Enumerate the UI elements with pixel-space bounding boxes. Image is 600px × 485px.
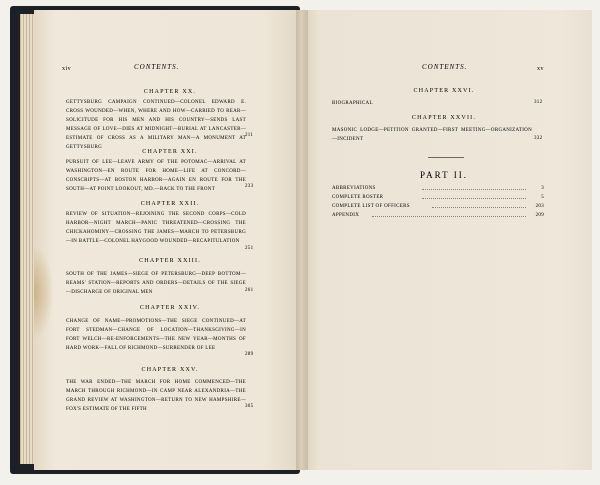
- chapter-summary: CHANGE OF NAME—PROMOTIONS—THE SIEGE CONTINUED—AT FORT STEDMAN—CHANGE OF LOCATION—THANKSGIVING—IN FORT WELCH—RE-ENFORCEMENTS—THE NEW YEAR—MONTHS OF HARD WORK—FALL OF RICHMOND—SURRENDER OF LEE: [66, 319, 246, 352]
- chapter-heading: CHAPTER XXVII.: [411, 115, 477, 121]
- list-item-page: 209: [535, 213, 544, 218]
- chapter-page-number: 332: [534, 136, 543, 141]
- chapter-heading: CHAPTER XX.: [143, 89, 197, 95]
- leader-dots: [422, 189, 526, 190]
- chapter-summary: GETTYSBURG CAMPAIGN CONTINUED—COLONEL EDWARD E. CROSS WOUNDED—WHEN, WHERE AND HOW—CARRIED TO REAR—SOLICITUDE FOR HIS MEN AND HIS COUNTRY—SENDS LAST MESSAGE OF LOVE—DIES AT MIDNIGHT—BURIAL AT LANCASTER—ESTIMATE OF CROSS AS A MILITARY MAN—A MONUMENT AT GETTYSBURG: [66, 100, 246, 151]
- chapter-summary: REVIEW OF SITUATION—REJOINING THE SECOND CORPS—COLD HARBOR—NIGHT MARCH—PANIC THREATENED—CROSSING THE CHICKAHOMINY—CROSSING THE JAMES—MARCH TO PETERSBURG—IN BATTLE—COLONEL HAYGOOD WOUNDED—RECAPITULATION: [66, 212, 246, 245]
- list-item-label: APPENDIX: [332, 213, 360, 218]
- chapter-page-number: 251: [245, 246, 254, 251]
- left-page-number: xiv: [62, 66, 72, 72]
- chapter-page-number: 305: [245, 404, 254, 409]
- chapter-summary: PURSUIT OF LEE—LEAVE ARMY OF THE POTOMAC—ARRIVAL AT WASHINGTON—EN ROUTE FOR HOME—LIFE AT CONCORD—CONSCRIPTS—AT BOSTON HARBOR—AGAIN EN ROUTE FOR THE SOUTH—AT POINT LOOKOUT, MD.—BACK TO THE FRONT: [66, 160, 246, 193]
- list-item-page: 203: [535, 204, 544, 209]
- section-divider: [428, 157, 464, 158]
- chapter-heading: CHAPTER XXI.: [142, 149, 198, 155]
- chapter-page-number: 261: [245, 288, 254, 293]
- right-page-number: xv: [537, 66, 544, 72]
- left-running-head: CONTENTS.: [134, 63, 180, 71]
- page-stain: [34, 245, 54, 340]
- chapter-heading: CHAPTER XXVI.: [413, 88, 475, 94]
- book-gutter: [296, 10, 308, 470]
- list-item: [332, 204, 544, 209]
- chapter-summary: SOUTH OF THE JAMES—SIEGE OF PETERSBURG—DEEP BOTTOM—REAMS' STATION—REPORTS AND ORDERS—DETAILS OF THE SIEGE—DISCHARGE OF ORIGINAL MEN: [66, 272, 246, 296]
- list-item-label: COMPLETE ROSTER: [332, 195, 384, 200]
- chapter-heading: CHAPTER XXIII.: [139, 258, 201, 264]
- list-item: [332, 213, 544, 218]
- chapter-summary: THE WAR ENDED—THE MARCH FOR HOME COMMENCED—THE MARCH THROUGH RICHMOND—IN CAMP NEAR ALEXANDRIA—THE GRAND REVIEW AT WASHINGTON—RETURN TO NEW HAMPSHIRE—FOX'S ESTIMATE OF THE FIFTH: [66, 380, 246, 413]
- leader-dots: [432, 207, 526, 208]
- chapter-summary: MASONIC LODGE—PETITION GRANTED—FIRST MEETING—ORGANIZATION—INCIDENT: [332, 128, 532, 143]
- chapter-heading: CHAPTER XXIV.: [139, 305, 201, 311]
- chapter-page-number: 289: [245, 352, 254, 357]
- chapter-page-number: 211: [245, 133, 254, 138]
- list-item-label: COMPLETE LIST OF OFFICERS: [332, 204, 410, 209]
- chapter-summary: BIOGRAPHICAL: [332, 101, 373, 106]
- leader-dots: [422, 198, 526, 199]
- chapter-heading: CHAPTER XXV.: [141, 367, 199, 373]
- chapter-page-number: 312: [534, 100, 543, 105]
- list-item-page: 5: [541, 195, 544, 200]
- right-running-head: CONTENTS.: [422, 63, 468, 71]
- list-item-page: 3: [541, 186, 544, 191]
- list-item-label: ABBREVIATIONS: [332, 186, 376, 191]
- part-heading: PART II.: [420, 170, 468, 180]
- chapter-page-number: 233: [245, 184, 254, 189]
- leader-dots: [372, 216, 526, 217]
- list-item: [332, 186, 544, 191]
- list-item: [332, 195, 544, 200]
- right-page: [302, 10, 592, 470]
- chapter-heading: CHAPTER XXII.: [140, 201, 200, 207]
